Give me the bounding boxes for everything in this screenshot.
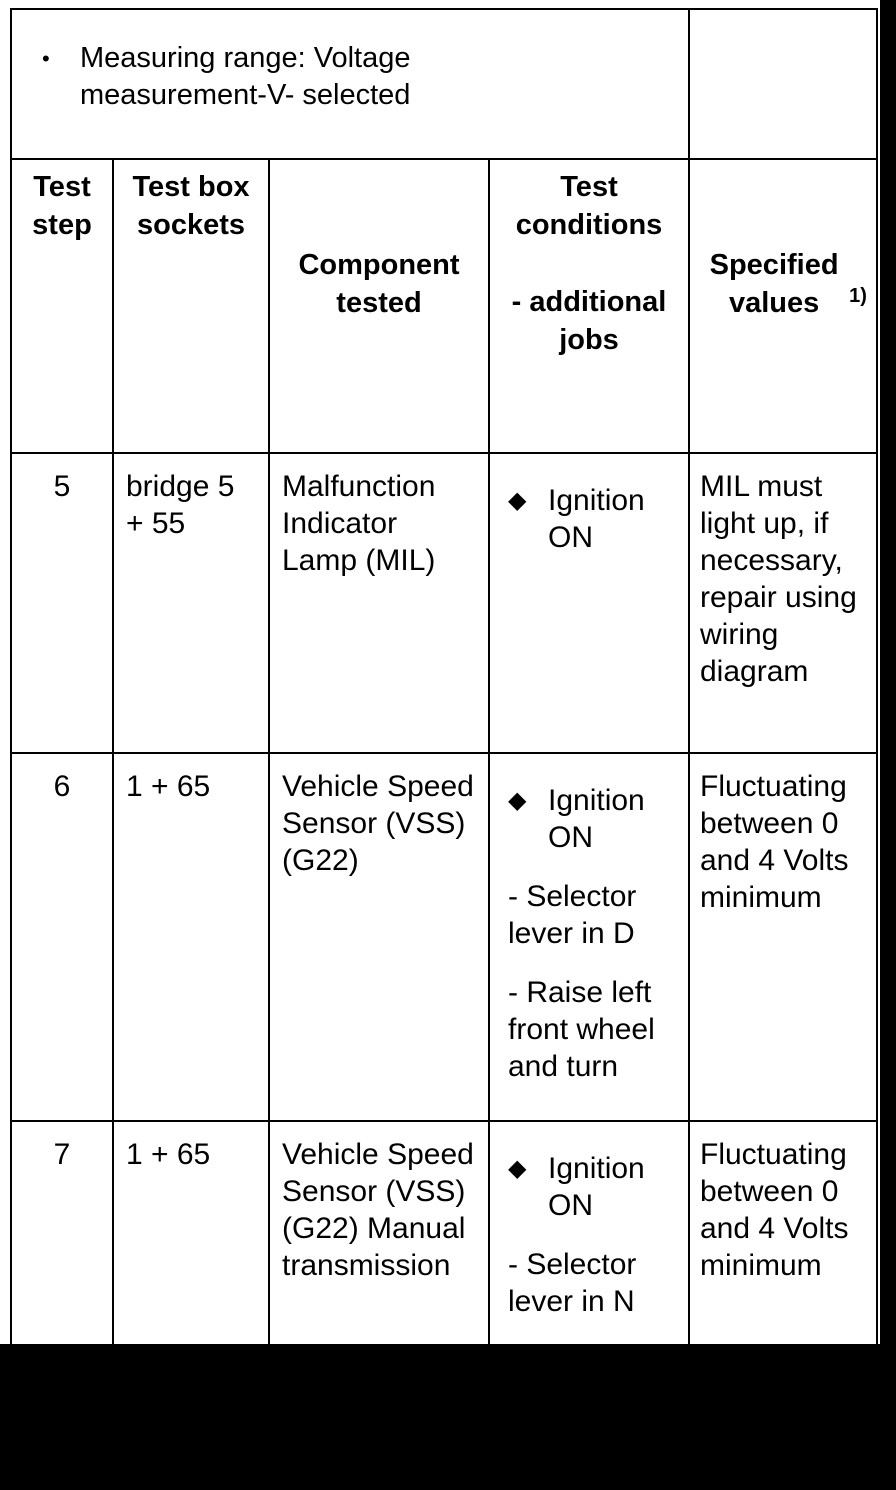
header-test-conditions: Test conditions - additional jobs xyxy=(489,159,689,453)
condition-item xyxy=(508,482,682,556)
additional-job: - Raise left front wheel and turn xyxy=(508,976,655,1083)
component-cell: Vehicle Speed Sensor (VSS) (G22) xyxy=(269,753,489,1121)
table-row xyxy=(11,453,877,753)
test-table xyxy=(10,8,878,1490)
specified-cell: MIL must light up, if necessary, repair using wiring diagram xyxy=(689,453,877,753)
table-row xyxy=(11,1121,877,1489)
diamond-icon: ◆ xyxy=(508,487,527,514)
condition-item xyxy=(508,782,682,856)
step-cell: 7 xyxy=(11,1121,113,1489)
diamond-icon: ◆ xyxy=(508,1155,527,1182)
step-cell: 6 xyxy=(11,753,113,1121)
condition-text: Ignition ON xyxy=(548,784,645,854)
component-cell: Vehicle Speed Sensor (VSS) (G22) Manual transmission xyxy=(269,1121,489,1489)
specified-cell: Fluctuating between 0 and 4 Volts minimum xyxy=(689,753,877,1121)
footnote-marker: 1) xyxy=(849,285,867,307)
note-row xyxy=(11,9,877,159)
conditions-cell xyxy=(489,753,689,1121)
header-component-tested: Component tested xyxy=(269,159,489,453)
sockets-cell: bridge 5 + 55 xyxy=(113,453,269,753)
condition-text: Ignition ON xyxy=(548,484,645,554)
header-test-box-sockets: Test box sockets xyxy=(113,159,269,453)
additional-job: - Selector lever in D xyxy=(508,880,637,950)
component-cell: Malfunction Indicator Lamp (MIL) xyxy=(269,453,489,753)
header-specified-values: Specified values $^{1)}$ xyxy=(689,159,877,453)
note-text: Measuring range: Voltage measurement-V- selected xyxy=(80,42,411,111)
conditions-cell xyxy=(489,1121,689,1489)
conditions-cell xyxy=(489,453,689,753)
table-row xyxy=(11,753,877,1121)
condition-text: Ignition ON xyxy=(548,1152,645,1222)
header-test-step: Test step xyxy=(11,159,113,453)
measuring-range-note xyxy=(42,40,688,114)
step-cell: 5 xyxy=(11,453,113,753)
note-empty-cell xyxy=(689,9,877,159)
sockets-cell: 1 + 65 xyxy=(113,1121,269,1489)
condition-item xyxy=(508,1150,682,1224)
header-row xyxy=(11,159,877,453)
sockets-cell: 1 + 65 xyxy=(113,753,269,1121)
additional-job: - Raise left front wheel and turn xyxy=(508,1344,655,1451)
diamond-icon: ◆ xyxy=(508,787,527,814)
additional-job: - Selector lever in N xyxy=(508,1248,637,1318)
note-cell xyxy=(11,9,689,159)
specified-cell: Fluctuating between 0 and 4 Volts minimum xyxy=(689,1121,877,1489)
bullet-icon: • xyxy=(42,46,50,71)
